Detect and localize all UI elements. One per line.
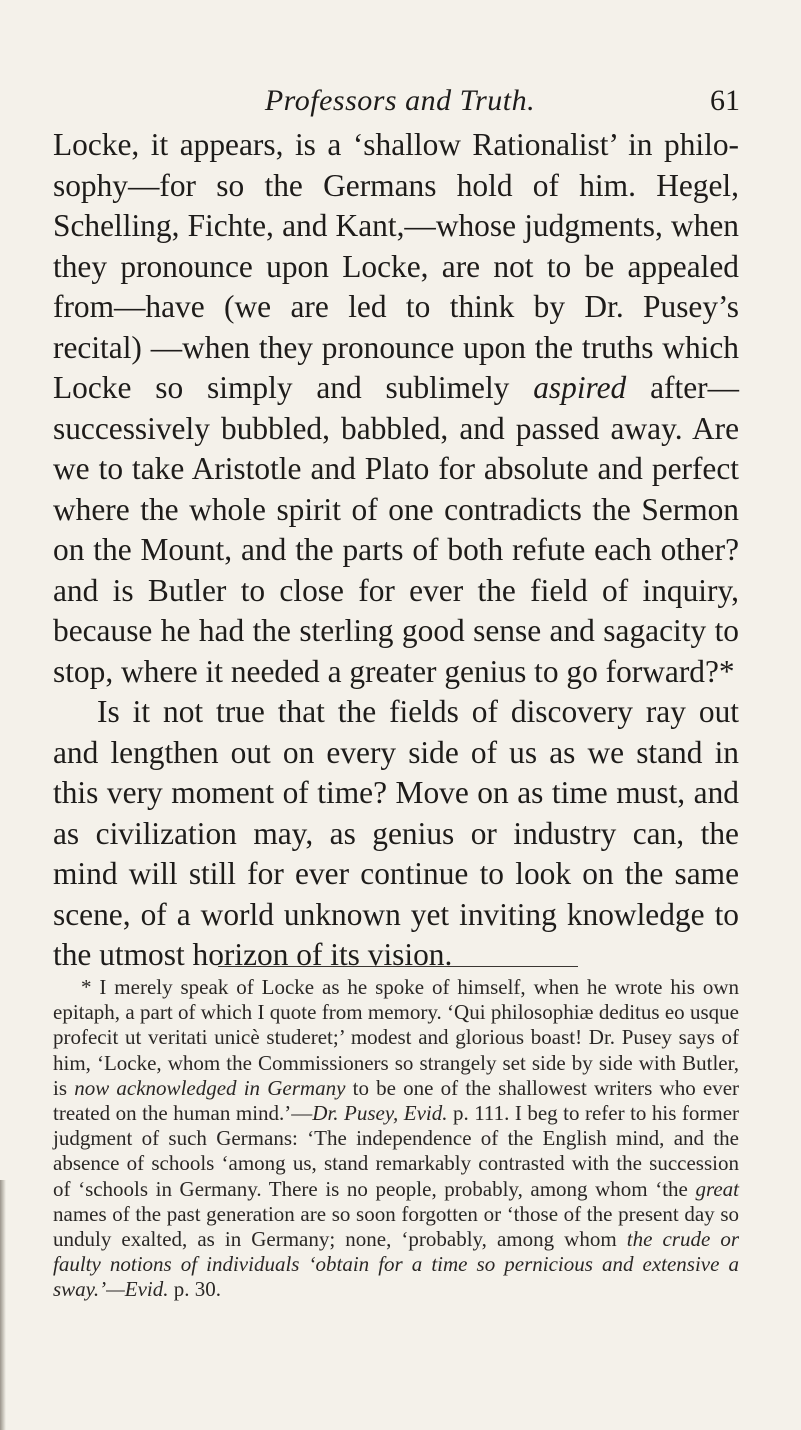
footnote-emphasis-b: now acknowledged in Germany: [74, 1075, 346, 1100]
footnote-text-g: names of the past generation are so soon forgotten or ‘those of the present day so unduly exalted, as in Germany; none, ‘probably, among whom: [53, 1201, 739, 1252]
footnote: [53, 975, 739, 1303]
running-title: Professors and Truth.: [264, 84, 536, 117]
paragraph-1: [53, 125, 739, 692]
page-number: 61: [710, 84, 740, 117]
footnote-text-a: * I merely speak of Locke as he spoke of himself, when he wrote his own epitaph, a part of which I quote from memory. ‘Qui philosophiæ deditus eo usque profecit ut veritati unicè studeret;’ modest and glorious boast! Dr. Pusey says of him, ‘Locke, whom the Commissioners so strangely set side by side with Butler, is: [53, 975, 739, 1100]
footnote-rule: [218, 966, 578, 967]
footnote-emphasis-f: great: [695, 1176, 739, 1201]
footnote-text-c: to be one of the shallowest writers who ever treated on the human mind.’—: [53, 1075, 740, 1126]
paragraph-1-emphasis: aspired: [533, 370, 627, 405]
footnote-text-e: p. 111. I beg to refer to his former judgment of such Germans: ‘The independence of the English mind, and the absence of schools ‘among us, stand remarkably contrasted with the succession of ‘schools in Germany. There is no people, probably, among whom ‘the: [53, 1101, 740, 1201]
footnote-emphasis-d: Dr. Pusey, Evid.: [312, 1101, 448, 1126]
paragraph-1-text: Locke, it appears, is a ‘shallow Rationalist’ in philo-sophy—for so the Germans hold of him. Hegel, Schelling, Fichte, and Kant,—whose judgments, when they pronounce upon Locke, are not to be appealed from—have (we are led to think by Dr. Pusey’s recital) —when they pronounce upon the truths which Locke so simply and sublimely: [53, 127, 739, 405]
main-text: [53, 125, 739, 976]
page-header: [60, 84, 740, 124]
paragraph-2: Is it not true that the fields of discovery ray out and lengthen out on every side of us as we stand in this very moment of time? Move on as time must, and as civilization may, as genius or industry can, the mind will still for ever continue to look on the same scene, of a world unknown yet inviting knowledge to the utmost horizon of its vision.: [53, 694, 739, 972]
footnote-emphasis-h: the crude or faulty notions of individuals ‘obtain for a time so pernicious and extensive a sway.’—Evid.: [53, 1227, 739, 1302]
page-edge-shadow: [0, 1180, 6, 1430]
paragraph-1-text-rest: after—successively bubbled, babbled, and passed away. Are we to take Aristotle and Plato for absolute and perfect where the whole spirit of one contradicts the Sermon on the Mount, and the parts of both refute each other? and is Butler to close for ever the field of inquiry, because he had the sterling good sense and sagacity to stop, where it needed a greater genius to go forward?*: [53, 370, 739, 689]
footnote-text-i: p. 30.: [173, 1277, 221, 1302]
